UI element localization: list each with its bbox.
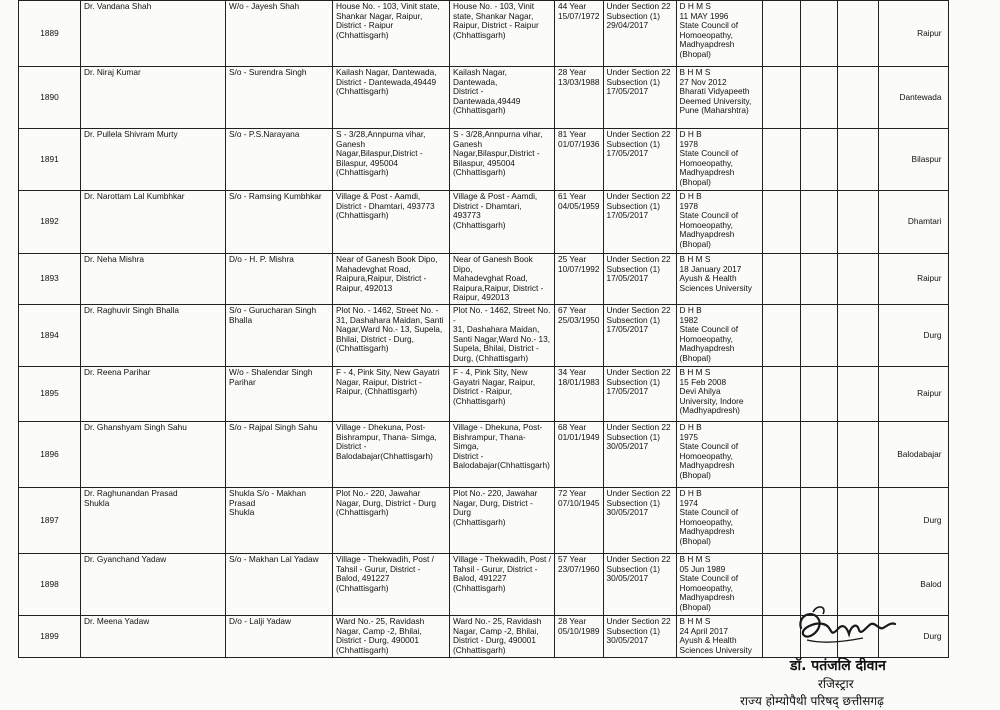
name-text: Dr. Raghuvir Singh Bhalla (84, 304, 180, 315)
district-cell (878, 487, 948, 553)
district-text: Raipur (917, 388, 942, 399)
registration-cell (603, 304, 676, 366)
address-cell (333, 553, 450, 615)
name-text: Dr. Niraj Kumar (84, 67, 141, 77)
district-text: Balod (920, 578, 942, 589)
relation-text: D/o - Lalji Yadaw (229, 615, 291, 626)
table-row (19, 304, 949, 366)
district-text: Raipur (917, 273, 942, 284)
registration-text: Under Section 22 Subsection (1) 17/05/2017 (606, 304, 671, 335)
table-row (19, 487, 949, 553)
empty-cell (800, 1, 837, 67)
permanent-address-text: Plot No.- 220, Jawahar Nagar, Durg, District - Durg (Chhattisgarh) (453, 487, 538, 527)
district-cell (878, 67, 948, 129)
name-cell (81, 615, 226, 657)
permanent-address-text: Ward No.- 25, Ravidash Nagar, Camp -2, Bhilai, District - Durg, 490001 (Chhattisgarh) (453, 615, 542, 655)
relation-text: S/o - Makhan Lal Yadaw (229, 553, 319, 564)
relation-text: S/o - Rajpal Singh Sahu (229, 421, 318, 432)
qualification-text: B H M S 24 April 2017 Ayush & Health Sciences University (679, 615, 752, 655)
empty-cell (800, 191, 837, 254)
age-text: 81 Year 01/07/1936 (558, 129, 600, 149)
age-cell (555, 67, 604, 129)
relation-text: Shukla S/o - Makhan Prasad Shukla (229, 487, 307, 518)
registration-text: Under Section 22 Subsection (1) 30/05/2017 (606, 487, 671, 518)
name-cell (81, 553, 226, 615)
address-text: Village - Thekwadih, Post / Tahsil - Gurur, District - Balod, 491227 (Chhattisgarh) (336, 553, 434, 593)
relation-cell (226, 304, 333, 366)
age-text: 72 Year 07/10/1945 (558, 487, 600, 508)
registration-cell (603, 254, 676, 305)
district-cell (878, 129, 948, 191)
name-text: Dr. Gyanchand Yadaw (84, 553, 167, 564)
name-text: Dr. Vandana Shah (84, 1, 152, 11)
sr-text: 1892 (40, 216, 59, 227)
address-text: F - 4, Pink Sity, New Gayatri Nagar, Raipur, District - Raipur, (Chhattisgarh) (336, 366, 440, 397)
address-cell (333, 254, 450, 305)
permanent-address-text: F - 4, Pink Sity, New Gayatri Nagar, Raipur, District - Raipur, (Chhattisgarh) (453, 366, 536, 406)
empty-cell (800, 421, 837, 487)
address-cell (333, 615, 450, 657)
permanent-address-text: Kailash Nagar, Dantewada, District - Dantewada,49449 (Chhattisgarh) (453, 67, 521, 116)
name-text: Dr. Raghunandan Prasad Shukla (84, 487, 178, 508)
sr-text: 1898 (40, 578, 59, 589)
empty-cell (837, 421, 878, 487)
signature (793, 598, 903, 656)
name-text: Dr. Pullela Shivram Murty (84, 129, 178, 139)
relation-text: W/o - Shalendar Singh Parihar (229, 366, 313, 387)
age-cell (555, 615, 604, 657)
empty-cell (762, 304, 800, 366)
relation-text: W/o - Jayesh Shah (229, 1, 300, 11)
age-cell (555, 1, 604, 67)
age-text: 28 Year 13/03/1988 (558, 67, 600, 87)
name-cell (81, 487, 226, 553)
empty-cell (762, 366, 800, 421)
empty-cell (837, 304, 878, 366)
age-cell (555, 487, 604, 553)
serial-number-cell (19, 67, 81, 129)
name-text: Dr. Meena Yadaw (84, 615, 150, 626)
registration-cell (603, 615, 676, 657)
serial-number-cell (19, 129, 81, 191)
age-text: 28 Year 05/10/1989 (558, 615, 600, 636)
district-text: Durg (923, 514, 942, 525)
empty-cell (762, 129, 800, 191)
empty-cell (762, 67, 800, 129)
qualification-text: D H B 1975 State Council of Homoeopathy, Madhyapdresh (Bhopal) (679, 421, 739, 480)
sr-text: 1895 (40, 388, 59, 399)
district-text: Bilaspur (911, 153, 942, 164)
relation-text: S/o - Gurucharan Singh Bhalla (229, 304, 317, 325)
qualification-cell (676, 553, 762, 615)
empty-cell (800, 129, 837, 191)
relation-cell (226, 191, 333, 254)
permanent-address-text: Near of Ganesh Book Dipo, Mahadevghat Road, Raipura,Raipur, District - Raipur, 492013 (453, 254, 544, 303)
age-text: 61 Year 04/05/1959 (558, 191, 600, 211)
name-text: Dr. Reena Parihar (84, 366, 151, 377)
permanent-address-text: Village - Thekwadih, Post / Tahsil - Gurur, District - Balod, 491227 (Chhattisgarh) (453, 553, 551, 593)
permanent-address-cell (450, 615, 555, 657)
permanent-address-cell (450, 487, 555, 553)
qualification-text: B H M S 27 Nov 2012 Bharati Vidyapeeth Deemed University, Pune (Maharshtra) (679, 67, 752, 116)
registration-cell (603, 67, 676, 129)
empty-cell (837, 487, 878, 553)
qualification-cell (676, 129, 762, 191)
empty-cell (800, 254, 837, 305)
table-row (19, 191, 949, 254)
address-cell (333, 421, 450, 487)
empty-cell (800, 304, 837, 366)
sr-text: 1891 (40, 153, 59, 164)
district-cell (878, 366, 948, 421)
registration-text: Under Section 22 Subsection (1) 17/05/2017 (606, 254, 671, 284)
address-cell (333, 487, 450, 553)
permanent-address-cell (450, 553, 555, 615)
age-text: 25 Year 10/07/1992 (558, 254, 600, 274)
address-text: Plot No. - 1462, Street No. - 31, Dashahara Maidan, Santi Nagar,Ward No.- 13, Supela, Bhilai, District - Durg, (Chhattisgarh) (336, 304, 444, 354)
address-cell (333, 67, 450, 129)
district-cell (878, 304, 948, 366)
name-text: Dr. Ghanshyam Singh Sahu (84, 421, 187, 432)
council-name: राज्य होम्योपैथी परिषद् छत्तीसगढ़ (740, 694, 884, 708)
empty-cell (762, 1, 800, 67)
address-text: Ward No.- 25, Ravidash Nagar, Camp -2, Bhilai, District - Durg, 490001 (Chhattisgarh) (336, 615, 425, 655)
relation-cell (226, 366, 333, 421)
registrar-name: डॉ. पतंजलि दीवान (790, 658, 886, 674)
relation-text: S/o - P.S.Narayana (229, 129, 300, 139)
address-text: S - 3/28,Annpurna vihar, Ganesh Nagar,Bilaspur,District - Bilaspur, 495004 (Chhattisgarh) (336, 129, 426, 178)
empty-cell (800, 366, 837, 421)
address-cell (333, 1, 450, 67)
sr-text: 1899 (40, 630, 59, 641)
permanent-address-cell (450, 254, 555, 305)
registration-cell (603, 421, 676, 487)
empty-cell (837, 67, 878, 129)
relation-text: D/o - H. P. Mishra (229, 254, 294, 264)
qualification-cell (676, 615, 762, 657)
relation-text: S/o - Surendra Singh (229, 67, 307, 77)
district-text: Durg (923, 630, 942, 641)
permanent-address-text: Plot No. - 1462, Street No. - 31, Dashahara Maidan, Santi Nagar,Ward No.- 13, Supela, Bhilai, District - Durg, (Chhattisgarh) (453, 304, 551, 363)
address-cell (333, 304, 450, 366)
registration-cell (603, 553, 676, 615)
qualification-cell (676, 1, 762, 67)
name-cell (81, 129, 226, 191)
qualification-cell (676, 421, 762, 487)
registration-text: Under Section 22 Subsection (1) 17/05/2017 (606, 191, 671, 221)
age-text: 67 Year 25/03/1950 (558, 304, 600, 325)
empty-cell (762, 254, 800, 305)
age-text: 34 Year 18/01/1983 (558, 366, 600, 387)
serial-number-cell (19, 191, 81, 254)
table-row (19, 129, 949, 191)
permanent-address-text: S - 3/28,Annpurna vihar, Ganesh Nagar,Bilaspur,District - Bilaspur, 495004 (Chhattisgarh) (453, 129, 543, 178)
name-cell (81, 254, 226, 305)
permanent-address-text: House No. - 103, Vinit state, Shankar Nagar, Raipur, District - Raipur (Chhattisgarh) (453, 1, 539, 40)
age-text: 57 Year 23/07/1960 (558, 553, 600, 574)
serial-number-cell (19, 421, 81, 487)
address-text: Village - Dhekuna, Post- Bishrampur, Thana- Simga, District - Balodabajar(Chhattisgarh) (336, 421, 437, 461)
district-text: Dantewada (899, 91, 942, 102)
qualification-text: B H M S 05 Jun 1989 State Council of Homoeopathy, Madhyapdresh (Bhopal) (679, 553, 739, 612)
table-row (19, 1, 949, 67)
address-cell (333, 366, 450, 421)
relation-cell (226, 553, 333, 615)
district-cell (878, 254, 948, 305)
permanent-address-cell (450, 129, 555, 191)
empty-cell (837, 1, 878, 67)
age-cell (555, 421, 604, 487)
registration-text: Under Section 22 Subsection (1) 30/05/2017 (606, 615, 671, 646)
name-cell (81, 366, 226, 421)
registration-text: Under Section 22 Subsection (1) 30/05/2017 (606, 553, 671, 584)
sr-text: 1889 (40, 27, 59, 38)
table-body (19, 1, 949, 658)
registration-cell (603, 191, 676, 254)
permanent-address-cell (450, 1, 555, 67)
empty-cell (837, 254, 878, 305)
age-text: 44 Year 15/07/1972 (558, 1, 600, 21)
relation-cell (226, 615, 333, 657)
name-cell (81, 421, 226, 487)
registration-text: Under Section 22 Subsection (1) 30/05/2017 (606, 421, 671, 452)
address-cell (333, 129, 450, 191)
name-cell (81, 67, 226, 129)
address-text: Near of Ganesh Book Dipo, Mahadevghat Road, Raipura,Raipur, District - Raipur, 492013 (336, 254, 438, 293)
sr-text: 1896 (40, 448, 59, 459)
qualification-text: D H B 1978 State Council of Homoeopathy, Madhyapdresh (Bhopal) (679, 129, 739, 187)
sr-text: 1890 (40, 91, 59, 102)
serial-number-cell (19, 615, 81, 657)
registration-cell (603, 366, 676, 421)
serial-number-cell (19, 1, 81, 67)
serial-number-cell (19, 304, 81, 366)
permanent-address-text: Village - Dhekuna, Post- Bishrampur, Thana- Simga, District - Balodabajar(Chhattisgarh) (453, 421, 550, 471)
registration-text: Under Section 22 Subsection (1) 29/04/2017 (606, 1, 671, 31)
empty-cell (762, 191, 800, 254)
sr-text: 1897 (40, 514, 59, 525)
permanent-address-cell (450, 421, 555, 487)
table-row (19, 366, 949, 421)
age-cell (555, 304, 604, 366)
qualification-text: D H B 1974 State Council of Homoeopathy, Madhyapdresh (Bhopal) (679, 487, 739, 546)
name-cell (81, 1, 226, 67)
registration-text: Under Section 22 Subsection (1) 17/05/2017 (606, 67, 671, 97)
qualification-text: D H B 1982 State Council of Homoeopathy, Madhyapdresh (Bhopal) (679, 304, 739, 363)
address-cell (333, 191, 450, 254)
relation-cell (226, 487, 333, 553)
registration-text: Under Section 22 Subsection (1) 17/05/2017 (606, 366, 671, 397)
registration-cell (603, 1, 676, 67)
serial-number-cell (19, 254, 81, 305)
address-text: Plot No.- 220, Jawahar Nagar, Durg, District - Durg (Chhattisgarh) (336, 487, 437, 518)
district-cell (878, 191, 948, 254)
permanent-address-text: Village & Post - Aamdi, District - Dhamtari, 493773 (Chhattisgarh) (453, 191, 538, 230)
registration-cell (603, 129, 676, 191)
registrar-designation: रजिस्ट्रार (818, 677, 854, 691)
empty-cell (800, 67, 837, 129)
qualification-cell (676, 67, 762, 129)
empty-cell (762, 421, 800, 487)
permanent-address-cell (450, 366, 555, 421)
relation-cell (226, 254, 333, 305)
address-text: Kailash Nagar, Dantewada, District - Dantewada,49449 (Chhattisgarh) (336, 67, 437, 97)
registration-cell (603, 487, 676, 553)
empty-cell (837, 191, 878, 254)
qualification-cell (676, 366, 762, 421)
relation-cell (226, 421, 333, 487)
name-cell (81, 304, 226, 366)
district-text: Durg (923, 329, 942, 340)
empty-cell (837, 129, 878, 191)
name-cell (81, 191, 226, 254)
qualification-cell (676, 304, 762, 366)
qualification-text: B H M S 15 Feb 2008 Devi Ahilya University, Indore (Madhyapdresh) (679, 366, 744, 416)
serial-number-cell (19, 366, 81, 421)
qualification-cell (676, 254, 762, 305)
age-cell (555, 366, 604, 421)
table-row (19, 67, 949, 129)
sr-text: 1894 (40, 329, 59, 340)
registration-table (18, 0, 949, 658)
age-cell (555, 254, 604, 305)
qualification-cell (676, 191, 762, 254)
qualification-text: B H M S 18 January 2017 Ayush & Health Sciences University (679, 254, 752, 293)
qualification-text: D H M S 11 MAY 1996 State Council of Homoeopathy, Madhyapdresh (Bhopal) (679, 1, 739, 59)
serial-number-cell (19, 487, 81, 553)
relation-cell (226, 129, 333, 191)
qualification-text: D H B 1978 State Council of Homoeopathy, Madhyapdresh (Bhopal) (679, 191, 739, 249)
empty-cell (762, 487, 800, 553)
relation-cell (226, 67, 333, 129)
district-cell (878, 1, 948, 67)
district-cell (878, 421, 948, 487)
permanent-address-cell (450, 191, 555, 254)
empty-cell (837, 366, 878, 421)
address-text: House No. - 103, Vinit state, Shankar Nagar, Raipur, District - Raipur (Chhattisgarh) (336, 1, 440, 40)
age-text: 68 Year 01/01/1949 (558, 421, 600, 442)
address-text: Village & Post - Aamdi, District - Dhamtari, 493773 (Chhattisgarh) (336, 191, 435, 221)
name-text: Dr. Neha Mishra (84, 254, 144, 264)
district-text: Dhamtari (907, 216, 942, 227)
empty-cell (800, 487, 837, 553)
relation-cell (226, 1, 333, 67)
table-row (19, 421, 949, 487)
registration-text: Under Section 22 Subsection (1) 17/05/2017 (606, 129, 671, 159)
name-text: Dr. Narottam Lal Kumbhkar (84, 191, 185, 201)
age-cell (555, 191, 604, 254)
qualification-cell (676, 487, 762, 553)
permanent-address-cell (450, 67, 555, 129)
age-cell (555, 553, 604, 615)
district-text: Raipur (917, 27, 942, 38)
age-cell (555, 129, 604, 191)
relation-text: S/o - Ramsing Kumbhkar (229, 191, 322, 201)
table-row (19, 254, 949, 305)
permanent-address-cell (450, 304, 555, 366)
serial-number-cell (19, 553, 81, 615)
district-text: Balodabajar (897, 448, 942, 459)
sr-text: 1893 (40, 273, 59, 284)
